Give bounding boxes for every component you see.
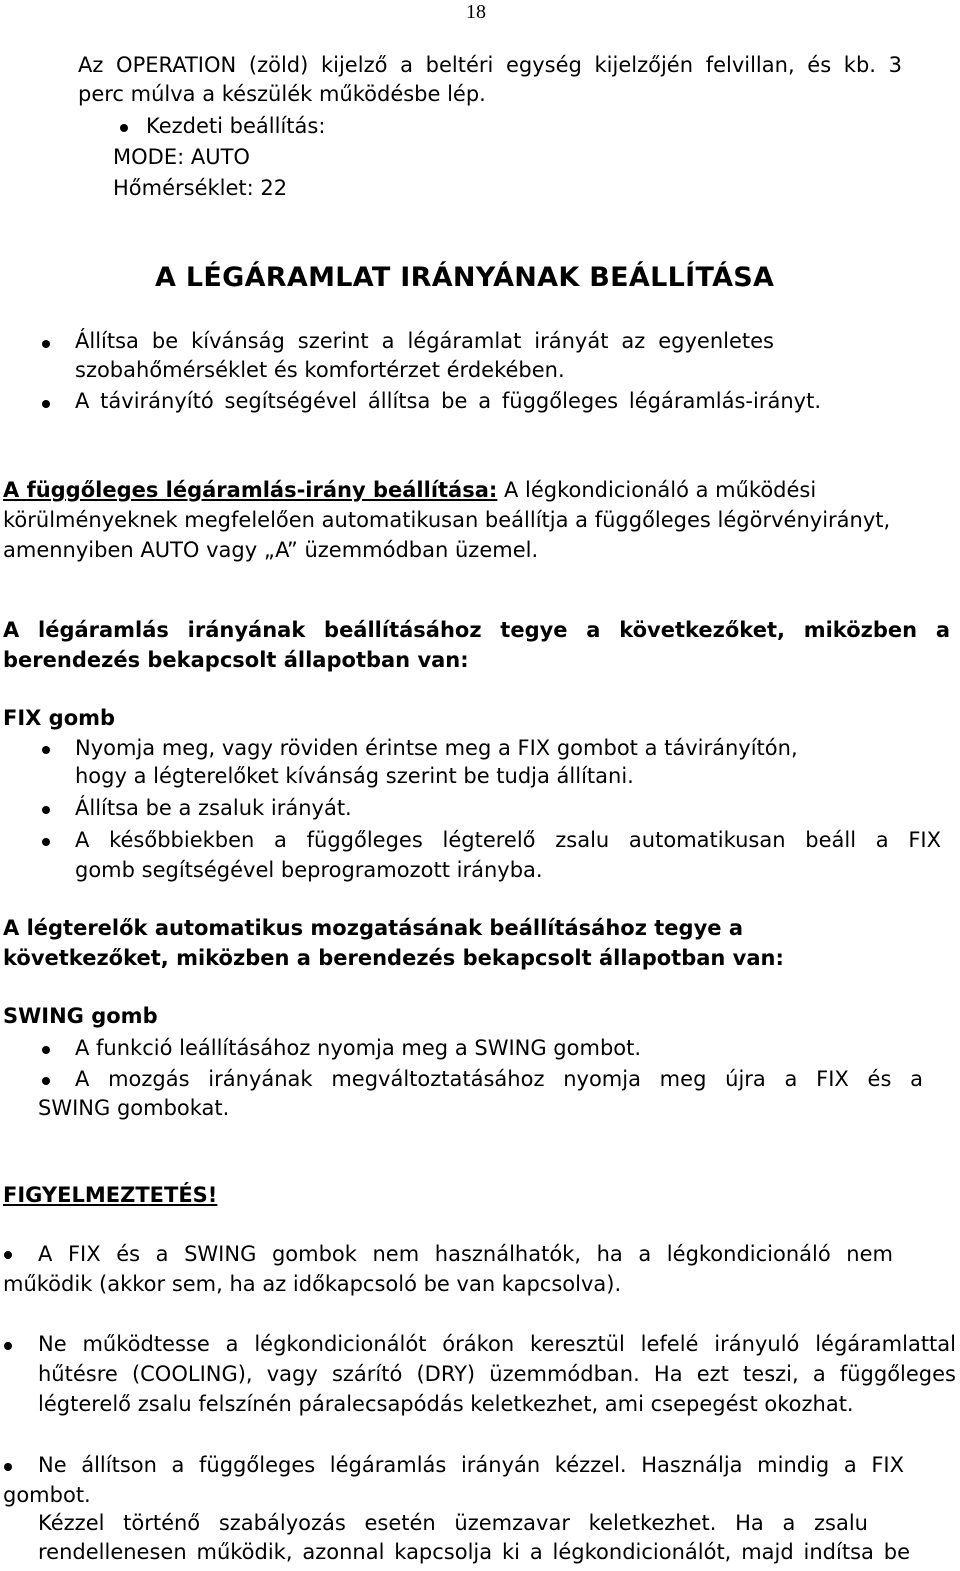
bullet-icon (4, 1342, 12, 1350)
fix-heading: FIX gomb (3, 706, 116, 730)
auto-heading-line-2: következőket, miközben a berendezés bekapcsolt állapotban van: (3, 946, 784, 970)
fix-bullet-3-line-1: A későbbiekben a függőleges légterelő zsalu automatikusan beáll a FIX (75, 828, 941, 852)
fix-bullet-2: Állítsa be a zsaluk irányát. (75, 796, 352, 820)
airflow-bullet-1-line-2: szobahőmérséklet és komfortérzet érdekében. (75, 358, 565, 382)
warning-3-line-1: Ne állítson a függőleges légáramlás irányán kézzel. Használja mindig a FIX (38, 1453, 904, 1477)
page-number: 18 (466, 1, 486, 23)
bullet-icon (4, 1463, 12, 1471)
warning-heading: FIGYELMEZTETÉS! (3, 1183, 218, 1207)
swing-bullet-1: A funkció leállításához nyomja meg a SWING gombot. (75, 1036, 642, 1060)
section-title: A LÉGÁRAMLAT IRÁNYÁNAK BEÁLLÍTÁSA (155, 262, 775, 293)
vertical-airflow-text: A légkondicionáló a működési (497, 478, 817, 502)
bullet-icon (4, 1251, 12, 1259)
bullet-icon (42, 1046, 50, 1054)
auto-heading-line-1: A légterelők automatikus mozgatásának beállításához tegye a (3, 916, 743, 940)
warning-2-line-2: hűtésre (COOLING), vagy szárító (DRY) üzemmódban. Ha ezt teszi, a függőleges (38, 1362, 956, 1386)
warning-2-line-1: Ne működtesse a légkondicionálót órákon keresztül lefelé irányuló légáramlattal (38, 1332, 956, 1356)
initial-setting-label: Kezdeti beállítás: (146, 114, 326, 138)
swing-heading: SWING gomb (3, 1004, 158, 1028)
fix-bullet-1-line-2: hogy a légterelőket kívánság szerint be tudja állítani. (75, 764, 634, 788)
direction-heading-line-2: berendezés bekapcsolt állapotban van: (3, 648, 469, 672)
warning-3-line-3: Kézzel történő szabályozás esetén üzemzavar keletkezhet. Ha a zsalu (38, 1511, 868, 1535)
airflow-bullet-1-line-1: Állítsa be kívánság szerint a légáramlat irányát az egyenletes (75, 329, 774, 353)
swing-bullet-2-line-1: A mozgás irányának megváltoztatásához nyomja meg újra a FIX és a (75, 1067, 923, 1091)
bullet-icon (42, 806, 50, 814)
temperature-setting: Hőmérséklet: 22 (113, 176, 288, 200)
vertical-airflow-heading: A függőleges légáramlás-irány beállítása: (3, 478, 498, 502)
warning-1-line-1: A FIX és a SWING gombok nem használhatók, ha a légkondicionáló nem (38, 1242, 893, 1266)
vertical-airflow-line-1 (3, 480, 816, 501)
vertical-airflow-line-2: körülményeknek megfelelően automatikusan beállítja a függőleges légörvényirányt, (3, 508, 891, 532)
swing-bullet-2-line-2: SWING gombokat. (38, 1096, 230, 1120)
fix-bullet-3-line-2: gomb segítségével beprogramozott irányba. (75, 858, 543, 882)
warning-1-line-2: működik (akkor sem, ha az időkapcsoló be van kapcsolva). (3, 1272, 622, 1296)
warning-2-line-3: légterelő zsalu felszínén páralecsapódás keletkezhet, ami csepegést okozhat. (38, 1392, 854, 1416)
intro-line-1: Az OPERATION (zöld) kijelző a beltéri egység kijelzőjén felvillan, és kb. 3 (78, 53, 902, 77)
bullet-icon (42, 340, 50, 348)
bullet-icon (42, 746, 50, 754)
bullet-icon (120, 124, 128, 132)
mode-setting: MODE: AUTO (113, 145, 250, 169)
vertical-airflow-line-3: amennyiben AUTO vagy „A” üzemmódban üzemel. (3, 538, 539, 562)
warning-3-line-4: rendellenesen működik, azonnal kapcsolja ki a légkondicionálót, majd indítsa be (38, 1540, 910, 1564)
airflow-bullet-2: A távirányító segítségével állítsa be a függőleges légáramlás-irányt. (75, 389, 821, 413)
bullet-icon (42, 838, 50, 846)
fix-bullet-1-line-1: Nyomja meg, vagy röviden érintse meg a FIX gombot a távirányítón, (75, 736, 798, 760)
bullet-icon (42, 400, 50, 408)
direction-heading-line-1: A légáramlás irányának beállításához tegye a következőket, miközben a (3, 618, 950, 642)
bullet-icon (42, 1077, 50, 1085)
warning-3-line-2: gombot. (3, 1483, 91, 1507)
intro-line-2: perc múlva a készülék működésbe lép. (78, 82, 486, 106)
